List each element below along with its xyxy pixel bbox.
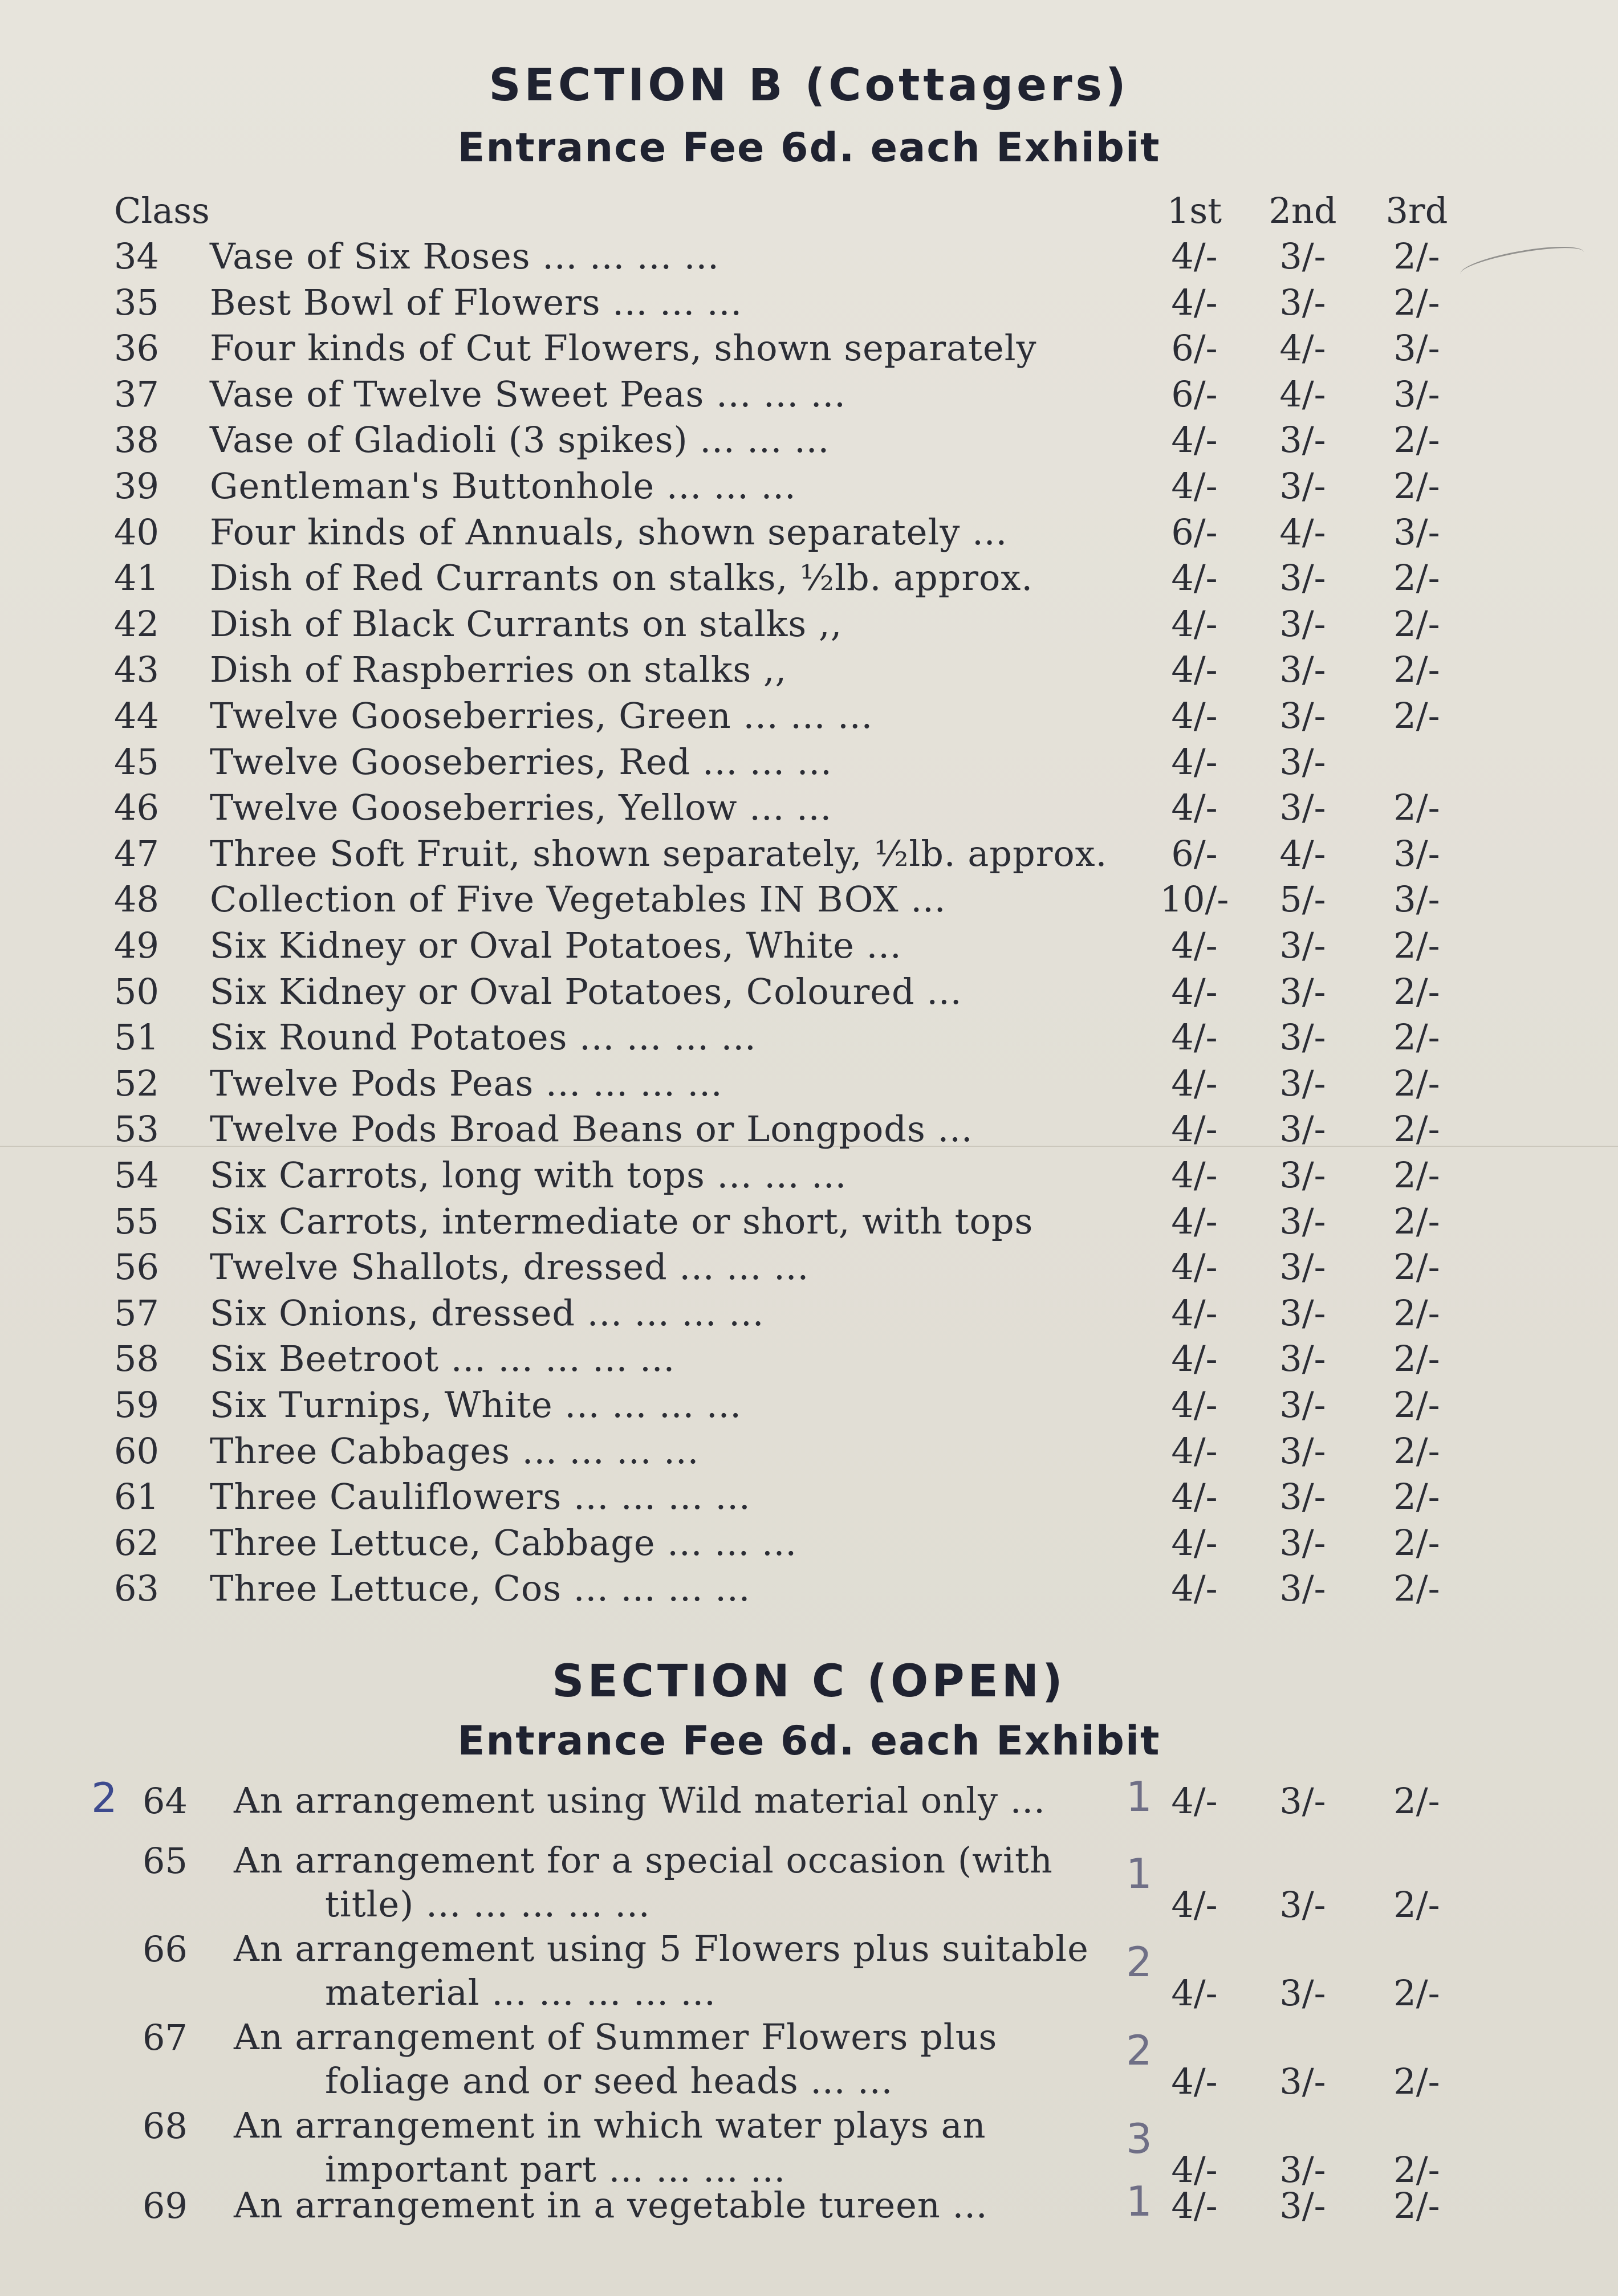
table-row <box>0 1927 1618 2018</box>
class-description: Three Cabbages ... ... ... ... <box>210 1430 700 1472</box>
class-description: Vase of Six Roses ... ... ... ... <box>210 235 719 277</box>
second-prize: 3/- <box>1279 1568 1326 1610</box>
class-description: Three Cauliflowers ... ... ... ... <box>210 1476 751 1518</box>
second-header: 2nd <box>1269 190 1337 231</box>
second-prize: 3/- <box>1279 1384 1326 1426</box>
third-prize: 2/- <box>1393 1521 1440 1564</box>
description-line: An arrangement of Summer Flowers plus <box>234 2016 998 2058</box>
table-row <box>0 1244 1618 1290</box>
third-prize: 3/- <box>1393 327 1440 369</box>
handwritten-note: 1 <box>1126 1850 1152 1898</box>
class-number: 51 <box>114 1016 159 1059</box>
second-prize: 3/- <box>1279 1062 1326 1104</box>
class-header: Class <box>114 190 210 231</box>
second-prize: 3/- <box>1279 1016 1326 1059</box>
first-prize: 4/- <box>1171 1568 1218 1610</box>
third-prize: 3/- <box>1393 373 1440 415</box>
class-description: Best Bowl of Flowers ... ... ... <box>210 281 743 323</box>
first-prize: 4/- <box>1171 603 1218 645</box>
second-prize: 3/- <box>1279 235 1326 277</box>
first-prize: 4/- <box>1171 1338 1218 1380</box>
first-prize: 4/- <box>1171 695 1218 736</box>
third-prize: 2/- <box>1393 1338 1440 1380</box>
third-prize: 2/- <box>1393 419 1440 461</box>
first-prize: 4/- <box>1171 1200 1218 1242</box>
description-line: An arrangement using Wild material only ... <box>234 1780 1046 1821</box>
second-prize: 3/- <box>1279 465 1326 507</box>
first-prize: 4/- <box>1171 787 1218 829</box>
third-prize: 2/- <box>1393 1780 1440 1822</box>
class-description: Six Kidney or Oval Potatoes, White ... <box>210 925 902 966</box>
class-description: Three Soft Fruit, shown separately, ½lb. approx. <box>210 832 1108 874</box>
first-prize: 6/- <box>1171 511 1218 553</box>
class-description <box>234 1927 1106 2014</box>
third-prize: 2/- <box>1393 1246 1440 1288</box>
class-number: 48 <box>114 878 159 921</box>
class-number: 39 <box>114 465 159 507</box>
second-prize: 5/- <box>1279 878 1326 921</box>
table-row <box>0 877 1618 922</box>
handwritten-margin-note: 2 <box>91 1774 117 1822</box>
class-number: 47 <box>114 832 159 874</box>
class-number: 35 <box>114 281 159 323</box>
class-description <box>234 2103 1106 2191</box>
second-prize: 3/- <box>1279 1780 1326 1822</box>
table-row <box>0 325 1618 371</box>
first-prize: 4/- <box>1171 2061 1218 2102</box>
class-description <box>234 2015 1106 2103</box>
section-b-fee: Entrance Fee 6d. each Exhibit <box>457 124 1161 171</box>
third-prize: 2/- <box>1393 465 1440 507</box>
third-prize: 2/- <box>1393 557 1440 599</box>
class-description: Twelve Pods Broad Beans or Longpods ... <box>210 1108 973 1150</box>
table-row <box>0 1199 1618 1244</box>
class-description: Three Lettuce, Cos ... ... ... ... <box>210 1568 751 1610</box>
class-number: 46 <box>114 787 159 829</box>
description-line: An arrangement using 5 Flowers plus suitable <box>234 1928 1089 1969</box>
third-prize: 2/- <box>1393 1384 1440 1426</box>
second-prize: 4/- <box>1279 511 1326 553</box>
table-row <box>0 1153 1618 1198</box>
class-description: Vase of Gladioli (3 spikes) ... ... ... <box>210 419 830 461</box>
second-prize: 3/- <box>1279 2149 1326 2191</box>
first-prize: 6/- <box>1171 373 1218 415</box>
class-number: 62 <box>114 1521 159 1564</box>
class-description: Six Turnips, White ... ... ... ... <box>210 1384 742 1426</box>
class-description: Six Onions, dressed ... ... ... ... <box>210 1292 765 1334</box>
third-prize: 2/- <box>1393 695 1440 736</box>
table-row <box>0 1520 1618 1566</box>
table-row <box>0 2103 1618 2195</box>
table-row <box>0 1838 1618 1929</box>
first-prize: 6/- <box>1171 832 1218 874</box>
second-prize: 4/- <box>1279 373 1326 415</box>
second-prize: 3/- <box>1279 557 1326 599</box>
third-prize: 2/- <box>1393 1292 1440 1334</box>
class-description: Four kinds of Cut Flowers, shown separately <box>210 327 1037 369</box>
first-prize: 4/- <box>1171 970 1218 1012</box>
class-description: Collection of Five Vegetables IN BOX ... <box>210 878 946 921</box>
class-description: Dish of Raspberries on stalks ,, <box>210 649 787 691</box>
table-row <box>0 372 1618 417</box>
class-description: Dish of Red Currants on stalks, ½lb. approx. <box>210 557 1034 599</box>
table-row <box>0 785 1618 831</box>
table-row <box>0 2177 1618 2229</box>
third-prize: 2/- <box>1393 2061 1440 2102</box>
class-number: 37 <box>114 373 159 415</box>
third-prize: 2/- <box>1393 1430 1440 1472</box>
first-prize: 4/- <box>1171 557 1218 599</box>
class-description: Six Carrots, intermediate or short, with tops <box>210 1200 1034 1242</box>
handwritten-note: 2 <box>1126 1938 1152 1986</box>
second-prize: 3/- <box>1279 695 1326 736</box>
first-prize: 6/- <box>1171 327 1218 369</box>
description-line: An arrangement for a special occasion (with <box>234 1839 1053 1881</box>
table-row <box>0 1061 1618 1106</box>
third-prize: 3/- <box>1393 878 1440 921</box>
first-prize: 4/- <box>1171 1384 1218 1426</box>
class-description: Twelve Gooseberries, Red ... ... ... <box>210 740 832 783</box>
second-prize: 3/- <box>1279 1292 1326 1334</box>
description-line: An arrangement in a vegetable tureen ... <box>234 2184 988 2226</box>
second-prize: 3/- <box>1279 1521 1326 1564</box>
first-prize: 4/- <box>1171 465 1218 507</box>
table-row <box>0 923 1618 968</box>
second-prize: 3/- <box>1279 2185 1326 2226</box>
class-number: 63 <box>114 1568 159 1610</box>
third-prize: 2/- <box>1393 1568 1440 1610</box>
class-number: 60 <box>114 1430 159 1472</box>
second-prize: 4/- <box>1279 327 1326 369</box>
third-prize: 2/- <box>1393 1062 1440 1104</box>
description-continuation: title) ... ... ... ... ... <box>325 1883 651 1925</box>
table-row <box>0 1773 1618 1824</box>
first-prize: 4/- <box>1171 1154 1218 1196</box>
class-number: 58 <box>114 1338 159 1380</box>
first-prize: 4/- <box>1171 925 1218 966</box>
second-prize: 3/- <box>1279 603 1326 645</box>
class-description: Dish of Black Currants on stalks ,, <box>210 603 843 645</box>
handwritten-note: 1 <box>1126 2177 1152 2225</box>
third-prize: 2/- <box>1393 787 1440 829</box>
first-prize: 4/- <box>1171 740 1218 783</box>
table-row <box>0 647 1618 693</box>
table-row <box>0 2015 1618 2106</box>
second-prize: 4/- <box>1279 832 1326 874</box>
class-number: 40 <box>114 511 159 553</box>
first-header: 1st <box>1166 190 1222 231</box>
second-prize: 3/- <box>1279 740 1326 783</box>
description-continuation: foliage and or seed heads ... ... <box>325 2060 893 2102</box>
second-prize: 3/- <box>1279 925 1326 966</box>
class-number: 38 <box>114 419 159 461</box>
second-prize: 3/- <box>1279 1338 1326 1380</box>
class-description: Vase of Twelve Sweet Peas ... ... ... <box>210 373 846 415</box>
table-row <box>0 601 1618 647</box>
table-row <box>0 1336 1618 1382</box>
class-number: 56 <box>114 1246 159 1288</box>
table-row <box>0 280 1618 325</box>
table-row <box>0 234 1618 279</box>
third-prize: 2/- <box>1393 649 1440 691</box>
table-row <box>0 693 1618 739</box>
class-description <box>234 1838 1106 1926</box>
table-row <box>0 1291 1618 1336</box>
class-description: Six Kidney or Oval Potatoes, Coloured ... <box>210 970 962 1012</box>
class-number: 64 <box>143 1780 188 1822</box>
class-number: 59 <box>114 1384 159 1426</box>
class-number: 66 <box>143 1928 188 1970</box>
third-prize: 2/- <box>1393 2149 1440 2191</box>
class-description: Four kinds of Annuals, shown separately ... <box>210 511 1008 553</box>
class-number: 50 <box>114 970 159 1012</box>
class-description <box>234 1778 1106 1822</box>
second-prize: 3/- <box>1279 649 1326 691</box>
third-prize: 2/- <box>1393 603 1440 645</box>
section-c-fee: Entrance Fee 6d. each Exhibit <box>457 1717 1161 1764</box>
third-prize: 2/- <box>1393 235 1440 277</box>
third-prize: 2/- <box>1393 925 1440 966</box>
table-row <box>0 510 1618 555</box>
class-number: 68 <box>143 2105 188 2147</box>
second-prize: 3/- <box>1279 1246 1326 1288</box>
first-prize: 4/- <box>1171 1062 1218 1104</box>
class-number: 43 <box>114 649 159 691</box>
class-description: Twelve Gooseberries, Green ... ... ... <box>210 695 873 736</box>
class-number: 61 <box>114 1476 159 1518</box>
class-number: 44 <box>114 695 159 736</box>
third-prize: 2/- <box>1393 1154 1440 1196</box>
table-row <box>0 1474 1618 1520</box>
class-number: 67 <box>143 2017 188 2058</box>
class-description: Twelve Shallots, dressed ... ... ... <box>210 1246 810 1288</box>
first-prize: 4/- <box>1171 1246 1218 1288</box>
class-number: 34 <box>114 235 159 277</box>
second-prize: 3/- <box>1279 1430 1326 1472</box>
class-number: 57 <box>114 1292 159 1334</box>
table-row <box>0 1428 1618 1474</box>
third-prize: 2/- <box>1393 1200 1440 1242</box>
class-number: 55 <box>114 1200 159 1242</box>
third-prize: 3/- <box>1393 511 1440 553</box>
second-prize: 3/- <box>1279 1884 1326 1925</box>
table-row <box>0 1015 1618 1060</box>
first-prize: 4/- <box>1171 649 1218 691</box>
first-prize: 4/- <box>1171 1780 1218 1822</box>
table-row <box>0 831 1618 877</box>
class-description: Six Beetroot ... ... ... ... ... <box>210 1338 676 1380</box>
table-row <box>0 969 1618 1015</box>
first-prize: 4/- <box>1171 235 1218 277</box>
section-b-title: SECTION B (Cottagers) <box>489 60 1129 111</box>
third-prize: 2/- <box>1393 1476 1440 1518</box>
table-row <box>0 463 1618 509</box>
first-prize: 4/- <box>1171 1884 1218 1925</box>
table-row <box>0 1566 1618 1611</box>
first-prize: 4/- <box>1171 2185 1218 2226</box>
second-prize: 3/- <box>1279 1476 1326 1518</box>
second-prize: 3/- <box>1279 1154 1326 1196</box>
class-number: 53 <box>114 1108 159 1150</box>
third-prize: 2/- <box>1393 1016 1440 1059</box>
first-prize: 4/- <box>1171 1108 1218 1150</box>
class-number: 42 <box>114 603 159 645</box>
class-description: Three Lettuce, Cabbage ... ... ... <box>210 1521 798 1564</box>
class-description <box>234 2183 1106 2227</box>
section-c-title: SECTION C (OPEN) <box>552 1656 1066 1707</box>
column-header-row <box>0 188 1618 234</box>
class-number: 36 <box>114 327 159 369</box>
class-description: Gentleman's Buttonhole ... ... ... <box>210 465 796 507</box>
table-row <box>0 1382 1618 1428</box>
class-number: 54 <box>114 1154 159 1196</box>
first-prize: 4/- <box>1171 2149 1218 2191</box>
class-number: 41 <box>114 557 159 599</box>
table-row <box>0 555 1618 601</box>
first-prize: 4/- <box>1171 1972 1218 2014</box>
first-prize: 4/- <box>1171 419 1218 461</box>
third-prize: 2/- <box>1393 970 1440 1012</box>
third-header: 3rd <box>1385 190 1448 231</box>
first-prize: 4/- <box>1171 1292 1218 1334</box>
description-continuation: important part ... ... ... ... <box>325 2148 786 2190</box>
class-description: Twelve Pods Peas ... ... ... ... <box>210 1062 723 1104</box>
third-prize: 2/- <box>1393 1972 1440 2014</box>
table-row <box>0 417 1618 463</box>
table-row <box>0 739 1618 785</box>
first-prize: 4/- <box>1171 1476 1218 1518</box>
class-description: Six Round Potatoes ... ... ... ... <box>210 1016 757 1059</box>
first-prize: 4/- <box>1171 1016 1218 1059</box>
class-description: Twelve Gooseberries, Yellow ... ... <box>210 787 832 829</box>
second-prize: 3/- <box>1279 281 1326 323</box>
second-prize: 3/- <box>1279 1108 1326 1150</box>
handwritten-note: 3 <box>1126 2115 1152 2163</box>
class-number: 65 <box>143 1840 188 1882</box>
third-prize: 2/- <box>1393 1884 1440 1925</box>
second-prize: 3/- <box>1279 970 1326 1012</box>
third-prize: 2/- <box>1393 281 1440 323</box>
class-number: 69 <box>143 2185 188 2226</box>
class-number: 45 <box>114 740 159 783</box>
second-prize: 3/- <box>1279 1200 1326 1242</box>
first-prize: 4/- <box>1171 281 1218 323</box>
third-prize: 3/- <box>1393 832 1440 874</box>
handwritten-note: 2 <box>1126 2026 1152 2074</box>
second-prize: 3/- <box>1279 1972 1326 2014</box>
description-line: An arrangement in which water plays an <box>234 2104 986 2146</box>
table-row <box>0 1106 1618 1152</box>
handwritten-note: 1 <box>1126 1773 1152 1821</box>
class-description: Six Carrots, long with tops ... ... ... <box>210 1154 847 1196</box>
second-prize: 3/- <box>1279 419 1326 461</box>
first-prize: 10/- <box>1160 878 1229 921</box>
description-continuation: material ... ... ... ... ... <box>325 1972 716 2013</box>
third-prize: 2/- <box>1393 1108 1440 1150</box>
class-number: 49 <box>114 925 159 966</box>
third-prize: 2/- <box>1393 2185 1440 2226</box>
first-prize: 4/- <box>1171 1430 1218 1472</box>
second-prize: 3/- <box>1279 787 1326 829</box>
second-prize: 3/- <box>1279 2061 1326 2102</box>
first-prize: 4/- <box>1171 1521 1218 1564</box>
class-number: 52 <box>114 1062 159 1104</box>
